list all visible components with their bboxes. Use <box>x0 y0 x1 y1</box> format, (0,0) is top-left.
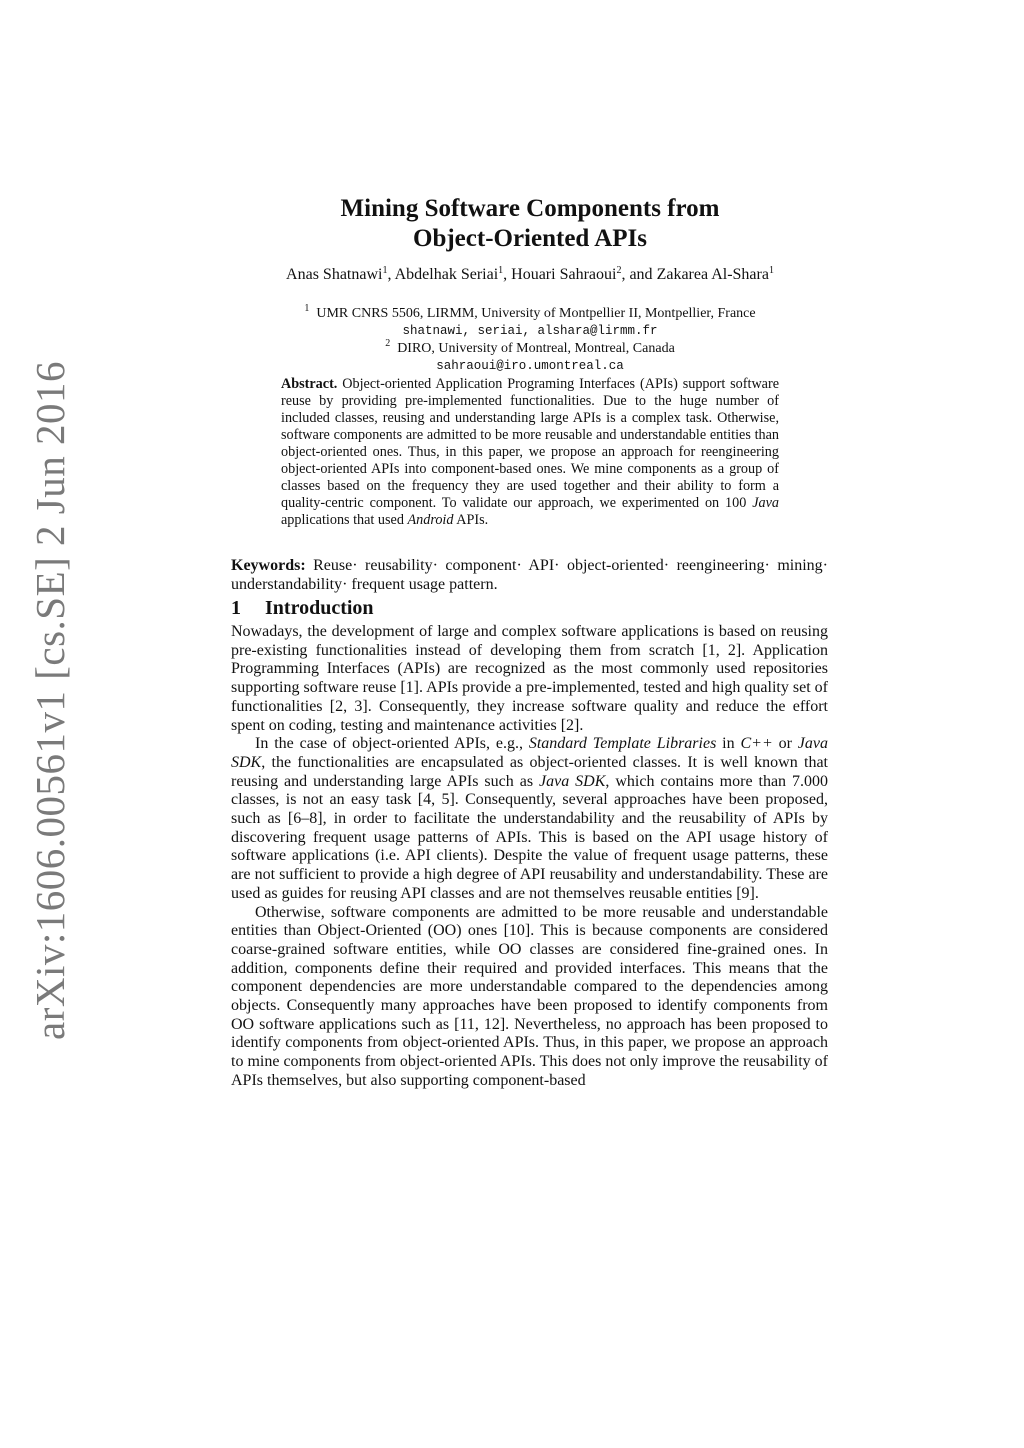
affiliation-number: 1 <box>304 303 310 314</box>
author-affiliation-mark: 1 <box>382 265 388 276</box>
abstract-block <box>281 376 779 529</box>
author-name: Abdelhak Seriai <box>394 266 499 283</box>
paragraph: Otherwise, software components are admitted to be more reusable and understandable entities than Object-Oriented (OO) ones [10]. This is because components are considered coarse-grained software entities, while OO classes are considered fine-grained ones. In addition, components define their required and provided interfaces. This means that the component dependencies are more understandable compared to the dependencies among objects. Consequently many approaches have been proposed to identify components from OO software applications such as [11, 12]. Nevertheless, no approach has been proposed to identify components from object-oriented APIs. Thus, in this paper, we propose an approach to mine components from object-oriented APIs. This does not only improve the reusability of APIs themselves, but also supporting component-based <box>231 903 828 1089</box>
affiliation-line <box>230 340 830 358</box>
abstract-text: Object-oriented Application Programing Interfaces (APIs) support software reuse by providing pre-implemented functionalities. Due to the huge number of included classes, reusing and understanding large APIs is a complex task. Otherwise, software components are admitted to be more reusable and understandable entities than object-oriented ones. Thus, in this paper, we propose an approach for reengineering object-oriented APIs into component-based ones. We mine components as a group of classes based on the frequency they are used together and their ability to form a quality-centric component. To validate our approach, we experimented on 100 <box>281 376 780 511</box>
abstract-label: Abstract. <box>281 376 338 392</box>
abstract-android: Android <box>407 512 454 528</box>
author-list <box>230 266 830 284</box>
author-name: Anas Shatnawi <box>286 266 383 283</box>
paragraph: In the case of object-oriented APIs, e.g., Standard Template Libraries in C++ or Java SDK, the functionalities are encapsulated as object-oriented classes. It is well known that reusing and understanding large APIs such as Java SDK, which contains more than 7.000 classes, is not an easy task [4, 5]. Consequently, several approaches have been proposed, such as [6–8], in order to facilitate the understandability and the reusability of APIs by discovering frequent usage patterns of APIs. This is based on the API usage history of software applications (i.e. API clients). Despite the value of frequent usage patterns, these are not sufficient to provide a high degree of API reusability and understandability. These are used as guides for reusing API classes and are not themselves reusable entities [9]. <box>231 735 828 902</box>
affiliation-text: UMR CNRS 5506, LIRMM, University of Montpellier II, Montpellier, France <box>316 306 756 321</box>
arxiv-identifier-stamp: arXiv:1606.00561v1 [cs.SE] 2 Jun 2016 <box>27 360 73 1040</box>
affiliations-block <box>230 305 830 375</box>
affiliation-number: 2 <box>385 338 391 349</box>
affiliation-email[interactable]: sahraoui@iro.umontreal.ca <box>436 358 624 373</box>
author-name: Houari Sahraoui <box>511 266 617 283</box>
author-separator: , <box>503 266 512 283</box>
author-separator: , <box>387 266 395 283</box>
paragraph: Nowadays, the development of large and complex software applications is based on reusing pre-existing functionalities instead of developing them from scratch [1, 2]. Application Programming Interfaces (APIs) are recognized as the most commonly used repositories supporting software reuse [1]. APIs provide a pre-implemented, tested and high quality set of functionalities [2, 3]. Consequently, they increase software quality and reduce the effort spent on coding, testing and maintenance activities [2]. <box>231 623 828 734</box>
author-affiliation-mark: 2 <box>616 265 622 276</box>
author-affiliation-mark: 1 <box>768 265 774 276</box>
section-title: Introduction <box>265 597 374 619</box>
section-number: 1 <box>231 597 241 619</box>
affiliation-text: DIRO, University of Montreal, Montreal, Canada <box>397 341 675 356</box>
section-heading <box>231 597 831 620</box>
author-separator: , and <box>621 266 657 283</box>
body-text <box>231 623 828 1091</box>
abstract-java: Java <box>752 495 779 511</box>
keywords-block <box>231 556 828 594</box>
paper-title <box>230 194 830 254</box>
keywords-text: Reuse· reusability· component· API· object-oriented· reengineering· mining· understandability· frequent usage pattern. <box>231 557 828 593</box>
author-affiliation-mark: 1 <box>498 265 504 276</box>
affiliation-line <box>230 305 830 323</box>
abstract-text: applications that used <box>281 512 408 528</box>
author-name: Zakarea Al-Shara <box>656 266 769 283</box>
affiliation-email[interactable]: shatnawi, seriai, alshara@lirmm.fr <box>402 323 658 338</box>
title-line-1: Mining Software Components from <box>340 195 720 222</box>
keywords-label: Keywords: <box>231 557 306 574</box>
abstract-text: APIs. <box>453 512 489 528</box>
title-line-2: Object-Oriented APIs <box>413 225 647 252</box>
